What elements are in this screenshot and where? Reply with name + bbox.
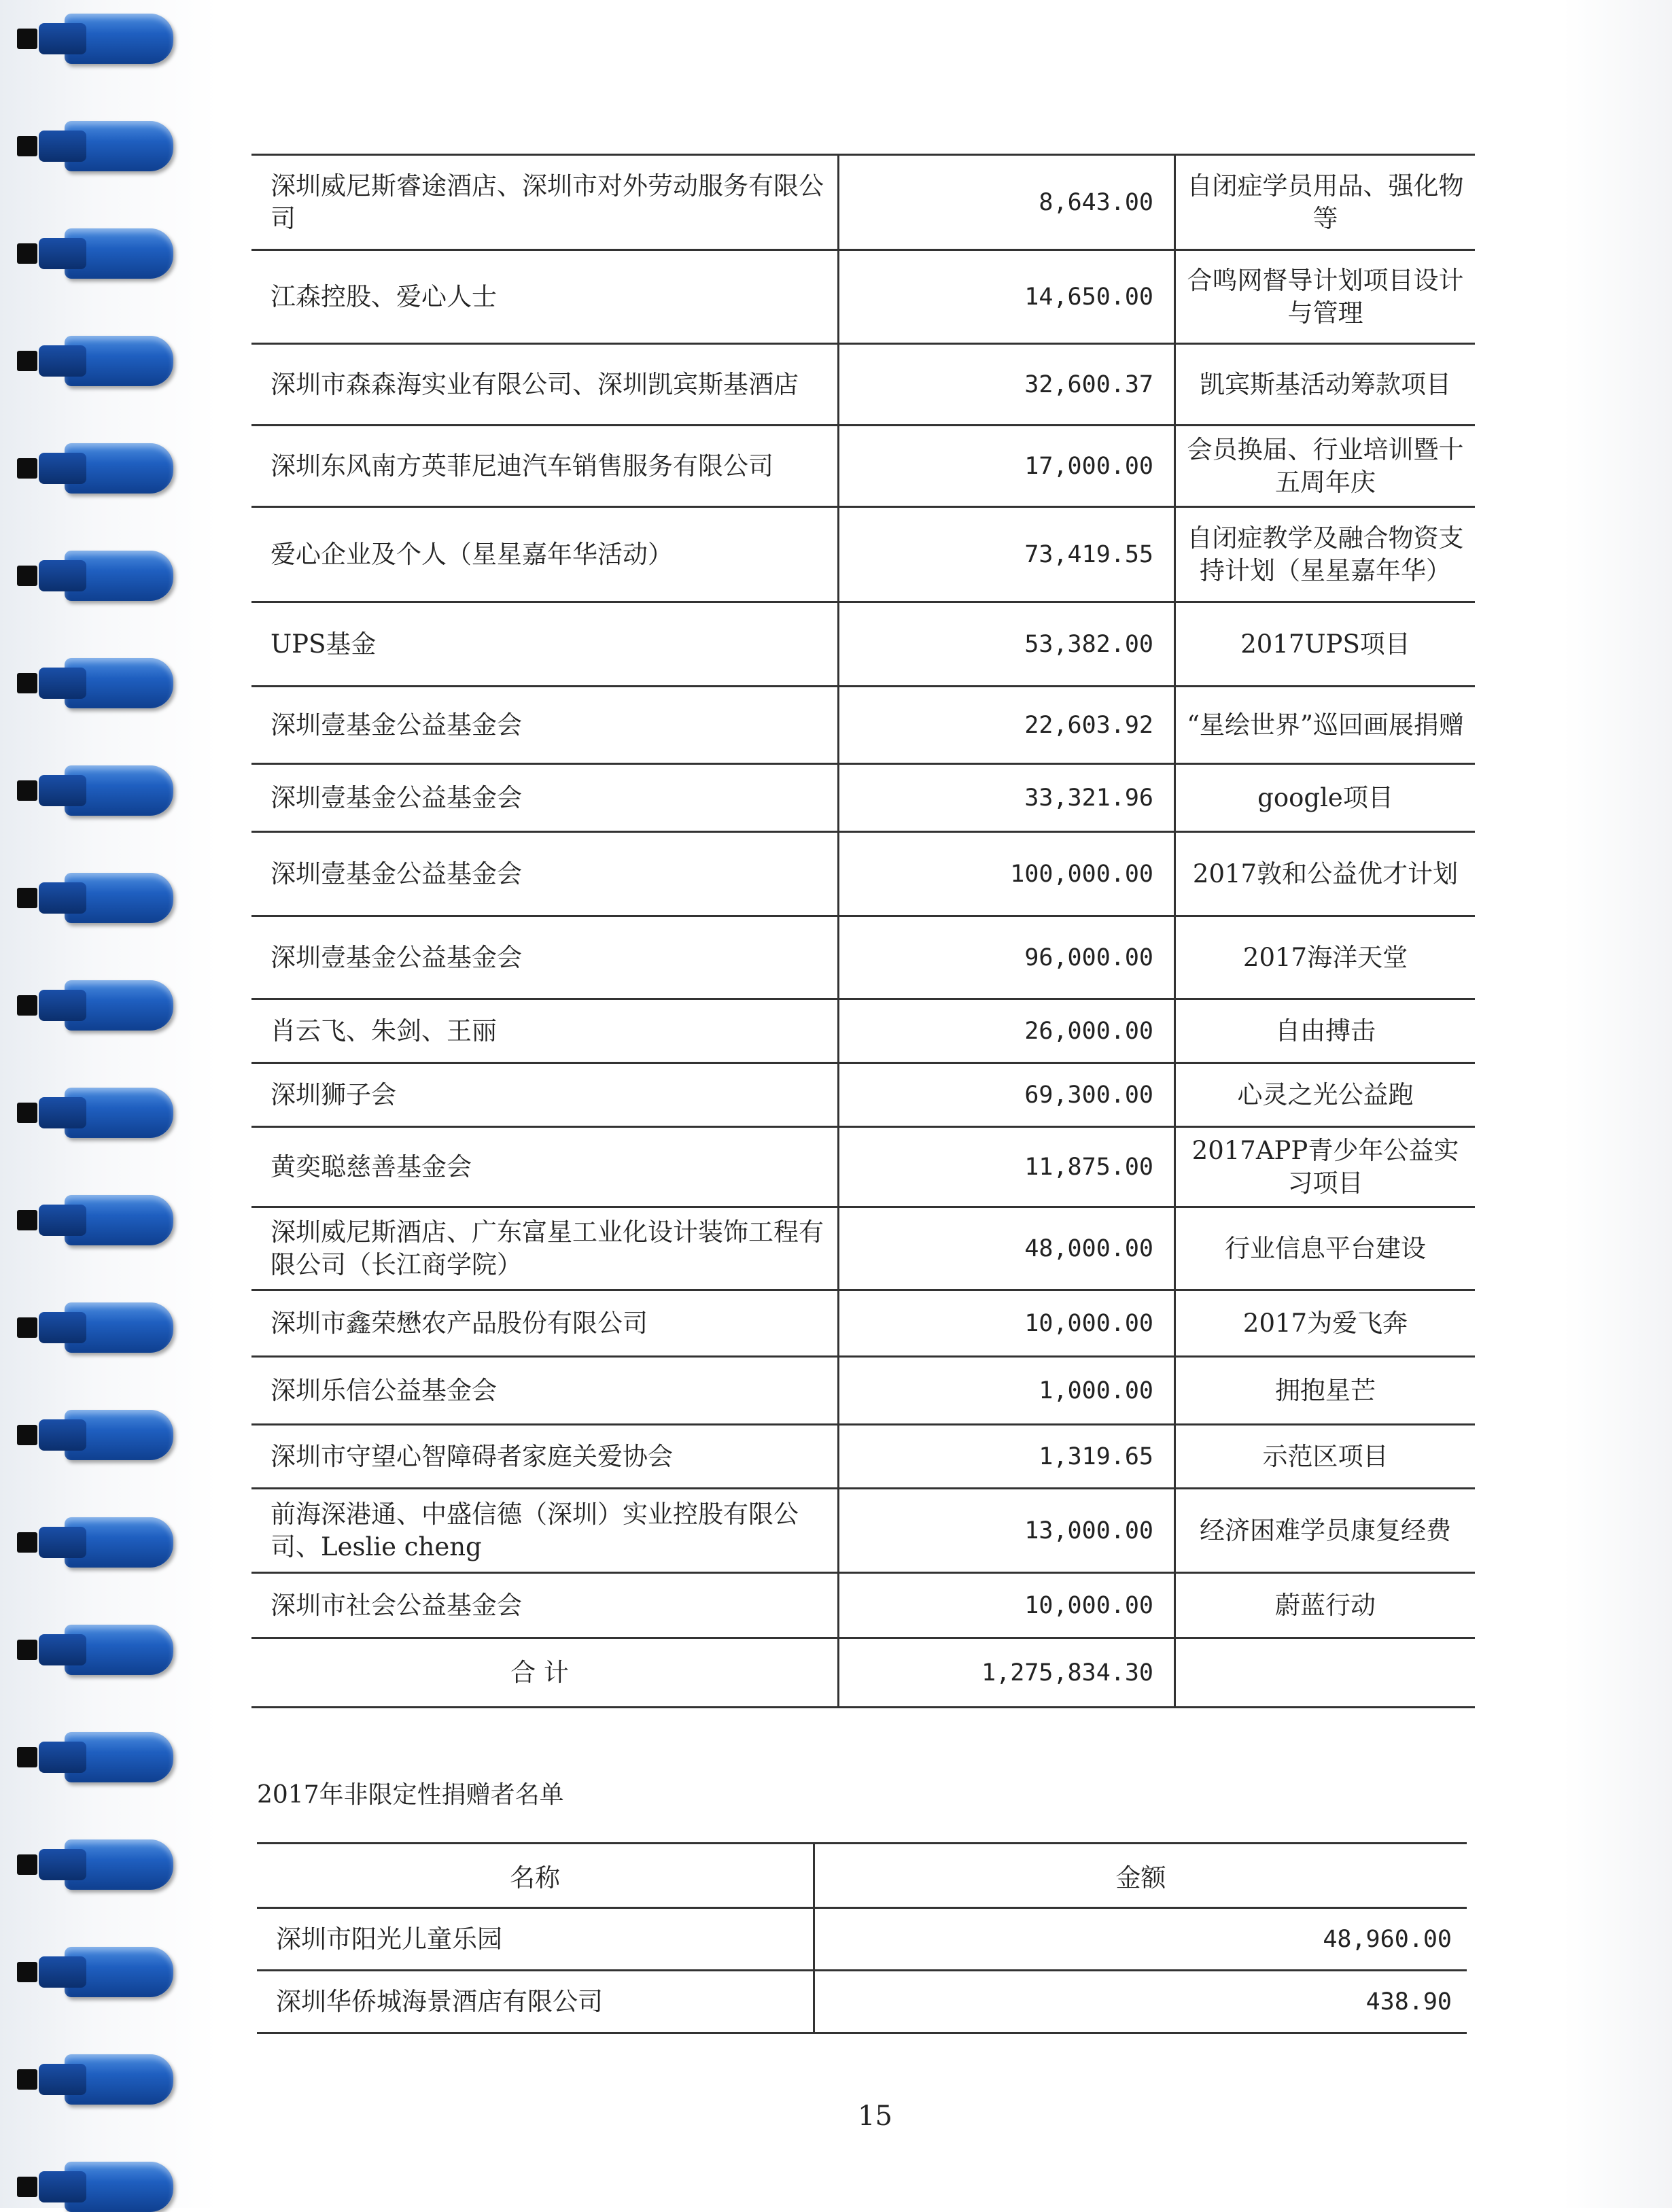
table-row [251,1489,1475,1573]
donation-amount: 438.90 [814,1971,1467,2033]
project-name: 2017为爱飞奔 [1242,1308,1408,1338]
donation-amount: 48,960.00 [814,1908,1467,1971]
unrestricted-donations-table [257,1842,1467,2034]
donor-name: 深圳市社会公益基金会 [271,1590,522,1620]
project-name: google项目 [1257,782,1393,812]
binding-ring [65,1088,173,1138]
binding-ring [65,336,173,386]
table-row [251,1127,1475,1207]
donor-name: 深圳壹基金公益基金会 [271,710,522,740]
project-name: 2017UPS项目 [1240,629,1410,659]
project-name: 会员换届、行业培训暨十五周年庆 [1187,434,1464,497]
project-name: 心灵之光公益跑 [1237,1079,1414,1109]
binding-ring [65,1732,173,1782]
donor-name: 黄奕聪慈善基金会 [271,1152,472,1181]
section-title: 2017年非限定性捐赠者名单 [257,1781,564,1809]
donation-amount: 1,000.00 [839,1357,1175,1425]
donation-amount: 13,000.00 [839,1489,1175,1573]
project-name: 2017APP青少年公益实习项目 [1191,1135,1459,1198]
binding-ring [65,2162,173,2212]
donor-name: 深圳狮子会 [271,1079,396,1109]
binding-ring [65,228,173,279]
binding-ring [65,980,173,1031]
binding-ring [65,1839,173,1890]
binding-ring [65,443,173,494]
binding-ring [65,551,173,601]
project-name: 拥抱星芒 [1275,1375,1376,1405]
total-label: 合 计 [510,1657,569,1687]
table-row [257,1908,1467,1971]
donor-name: 深圳威尼斯酒店、广东富星工业化设计装饰工程有限公司（长江商学院） [271,1217,824,1279]
column-header-name: 名称 [510,1863,560,1893]
restricted-donations-table [251,154,1475,1708]
table-row [251,1357,1475,1425]
project-name: 自闭症学员用品、强化物等 [1187,171,1464,233]
donation-amount: 14,650.00 [839,250,1175,344]
project-name: 凯宾斯基活动筹款项目 [1200,369,1451,399]
table-row [251,1290,1475,1357]
table-row [251,602,1475,687]
project-name: 2017敦和公益优才计划 [1192,859,1459,888]
donor-name: UPS基金 [271,629,377,659]
donation-amount: 10,000.00 [839,1290,1175,1357]
table-row [251,999,1475,1063]
total-row [251,1638,1475,1708]
table-row [251,507,1475,602]
donation-amount: 26,000.00 [839,999,1175,1063]
donor-name: 深圳市阳光儿童乐园 [276,1924,502,1954]
table-row [251,764,1475,832]
table-row [251,426,1475,507]
donor-name: 深圳市鑫荣懋农产品股份有限公司 [271,1308,648,1338]
binding-ring [65,121,173,171]
project-name: 示范区项目 [1262,1441,1389,1471]
project-name: 自由搏击 [1275,1016,1376,1045]
table-row [251,832,1475,916]
total-amount: 1,275,834.30 [839,1638,1175,1708]
table-row [251,1063,1475,1127]
project-name: 自闭症教学及融合物资支持计划（星星嘉年华） [1187,523,1464,585]
donation-amount: 10,000.00 [839,1573,1175,1638]
donor-name: 深圳乐信公益基金会 [271,1375,497,1405]
binding-ring [65,1517,173,1568]
table-row [251,916,1475,999]
table-row [251,155,1475,250]
table-row [251,1425,1475,1489]
donor-name: 深圳东风南方英菲尼迪汽车销售服务有限公司 [271,451,773,481]
table-row [251,1207,1475,1290]
donation-amount: 22,603.92 [839,687,1175,764]
binding-ring [65,1302,173,1353]
donation-amount: 69,300.00 [839,1063,1175,1127]
binding-ring [65,1947,173,1997]
page-number: 15 [858,2101,892,2132]
donor-name: 前海深港通、中盛信德（深圳）实业控股有限公司、Leslie cheng [271,1499,799,1561]
donation-amount: 1,319.65 [839,1425,1175,1489]
donation-amount: 33,321.96 [839,764,1175,832]
donor-name: 深圳华侨城海景酒店有限公司 [276,1986,603,2016]
donation-amount: 11,875.00 [839,1127,1175,1207]
table-row [257,1971,1467,2033]
project-name: 2017海洋天堂 [1242,942,1408,972]
donation-amount: 17,000.00 [839,426,1175,507]
binding-ring [65,765,173,816]
donation-amount: 100,000.00 [839,832,1175,916]
donor-name: 深圳市森森海实业有限公司、深圳凯宾斯基酒店 [271,369,799,399]
total-project-cell [1175,1638,1476,1708]
binding-ring [65,658,173,708]
donor-name: 深圳壹基金公益基金会 [271,859,522,888]
donation-amount: 73,419.55 [839,507,1175,602]
project-name: 合鸣网督导计划项目设计与管理 [1187,265,1464,328]
project-name: 经济困难学员康复经费 [1200,1515,1451,1545]
table-header-row [257,1844,1467,1908]
binding-ring [65,1625,173,1675]
donor-name: 爱心企业及个人（星星嘉年华活动） [271,539,673,569]
donor-name: 肖云飞、朱剑、王丽 [271,1016,497,1045]
table-row [251,250,1475,344]
donation-amount: 53,382.00 [839,602,1175,687]
table-row [251,344,1475,426]
donor-name: 深圳壹基金公益基金会 [271,942,522,972]
binding-ring [65,1195,173,1245]
binding-ring [65,1410,173,1460]
donation-amount: 32,600.37 [839,344,1175,426]
donation-amount: 96,000.00 [839,916,1175,999]
project-name: 行业信息平台建设 [1225,1233,1426,1263]
donor-name: 江森控股、爱心人士 [271,281,497,311]
donor-name: 深圳壹基金公益基金会 [271,782,522,812]
binding-ring [65,14,173,64]
donation-amount: 48,000.00 [839,1207,1175,1290]
binding-ring [65,2054,173,2105]
donor-name: 深圳威尼斯睿途酒店、深圳市对外劳动服务有限公司 [271,171,824,233]
column-header-amount: 金额 [814,1844,1467,1908]
project-name: “星绘世界”巡回画展捐赠 [1187,710,1464,740]
spiral-binding [0,0,184,2208]
table-row [251,687,1475,764]
binding-ring [65,873,173,923]
donor-name: 深圳市守望心智障碍者家庭关爱协会 [271,1441,673,1471]
project-name: 蔚蓝行动 [1275,1590,1376,1620]
table-row [251,1573,1475,1638]
donation-amount: 8,643.00 [839,155,1175,250]
